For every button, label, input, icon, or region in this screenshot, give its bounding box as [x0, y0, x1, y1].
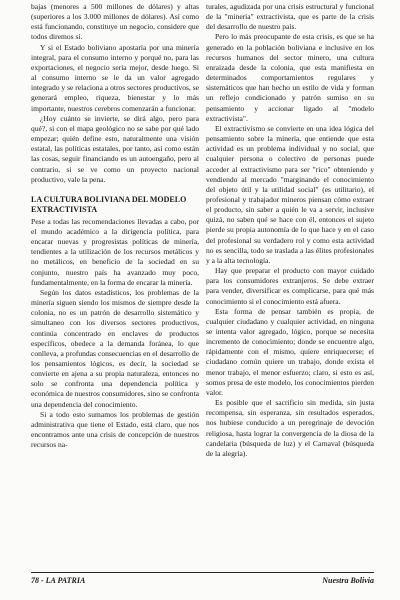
paragraph: ¿Hoy cuánto se invierte, se dirá algo, pero para qué?, si con el mapa geológico no se sabe por qué lado empezar; quién define esto, naturalmente una visión estatal, las políticas estatales, por tanto, así como están las cosas, seguir financiando es un autoengaño, pero al contrario, si se ve como un proyecto nacional productivo, vale la pena.	[31, 113, 199, 184]
paragraph: turales, agudizada por una crisis estructural y funcional de la "minería" extractivista, que es parte de la crisis del desarrollo de nuestro país.	[206, 2, 374, 32]
paragraph: bajas (menores a 500 millones de dólares) y altas (superiores a los 3.000 millones de dólares). Así como está funcionando, constituye un negocio, considere que todos diremos sí.	[31, 2, 199, 42]
paragraph: Hay que preparar el producto con mayor cuidado para los consumidores extranjeros. Se debe extraer para vender, diversificar es complicarse, para qué más conocimiento si el conocimiento está afuera.	[206, 266, 374, 306]
paragraph: Y si el Estado boliviano apostaría por una minería integral, para el consumo interno y porqué no, para las exportaciones, el negocio sería mejor, desde luego. Si al consumo interno se le da un valor agregado integrado y se relaciona a otros sectores productivos, se generará empleo, riqueza, bienestar y lo más importante, nuestros cerebros comenzarán a funcionar.	[31, 42, 199, 113]
footer-divider	[31, 572, 374, 573]
paragraph: Pese a todas las recomendaciones llevadas a cabo, por el mundo académico a la dirigencia política, para encarar nuevas y progresistas políticas de minería, tendientes a la utilización de los recursos metálicos y no metálicos, en beneficio de la sociedad en su conjunto, nuestro país ha avanzado muy poco, fundamentalmente, en la forma de encarar la minería.	[31, 216, 199, 287]
footer-section-name: Nuestra Bolivia	[322, 576, 374, 585]
paragraph: Esta forma de pensar también es propia, de cualquier ciudadano y cualquier actividad, en ninguna se intenta valor agregado, lógico, porque se necesita incremento de conocimiento; donde se encuentre algo, rápidamente con el mismo, quiere enriquecerse; el ciudadano común quiere un trabajo, donde exista el menor trabajo, el menor esfuerzo; claro, si esto es así, somos presa de este modelo, los conocimientos pierden valor.	[206, 306, 374, 397]
paragraph: Según los datos estadísticos, los problemas de la minería siguen siendo los mismos de siempre desde la colonia, no es un patrón de desarrollo sistemático y simultaneo con los diversos sectores productivos, continúa concentrado en enclaves de productos específicos, obedece a la demanda foránea, lo que conlleva, a profundas consecuencias en el desarrollo de los pensamientos lógicos, es decir, la sociedad se convierte en ajena a su propia naturaleza, entonces no solo se confronta una dependencia política y económica de nuestros consumidores, sino se confronta una dependencia del conocimiento.	[31, 287, 199, 409]
paragraph: Pero lo más preocupante de esta crisis, es que se ha generado en la población boliviana e inclusive en los recursos humanos del sector minero, una cultura enraizada desde la colonia, que esta manifiesta en determinados comportamientos regulares y sistemáticos que han hecho un estilo de vida y forman un reflejo condicionado y patrón sumiso en su pensamiento y accionar ligado al "modelo extractivista".	[206, 32, 374, 123]
left-column	[31, 2, 199, 450]
right-column	[206, 2, 374, 459]
footer-page-number: 78 - LA PATRIA	[31, 576, 86, 585]
section-heading: LA CULTURA BOLIVIANA DEL MODELO EXTRACTIVISTA	[31, 194, 187, 214]
paragraph: Si a todo esto sumamos los problemas de gestión administrativa que tiene el Estado, está claro, que nos encontramos ante una crisis de concepción de nuestros recursos na-	[31, 409, 199, 450]
paragraph: El extractivismo se convierte en una idea lógica del pensamiento sobre la minería, que entiende que esta actividad es un problema individual y no social, que cualquier persona o colectivo de personas puede acceder al extractivismo para ser "rico" obteniendo y vendiendo al mercado "marginando el conocimiento del objeto útil y la utilidad social" (es utilitario), el profesional y trabajador mineros piensan cómo extraer el producto, sin saber a quién le va a servir, inclusive quizá, no saben qué se hace con él, entonces el sujeto pierde su propia autonomía de lo que hace y en el caso del profesional su verdadero rol y como esta actividad no es sencilla, todo se traslada a las élites profesionales y a la alta tecnología.	[206, 123, 374, 265]
paragraph: Es posible que el sacrificio sin medida, sin justa recompensa, sin esperanza, sin resultados esperados, nos hubiese conducido a un peregrinaje de devoción religiosa, hasta lograr la convergencia de la diosa de la candelaria (búsqueda de luz) y el Carnaval (búsqueda de la alegría).	[206, 398, 374, 458]
